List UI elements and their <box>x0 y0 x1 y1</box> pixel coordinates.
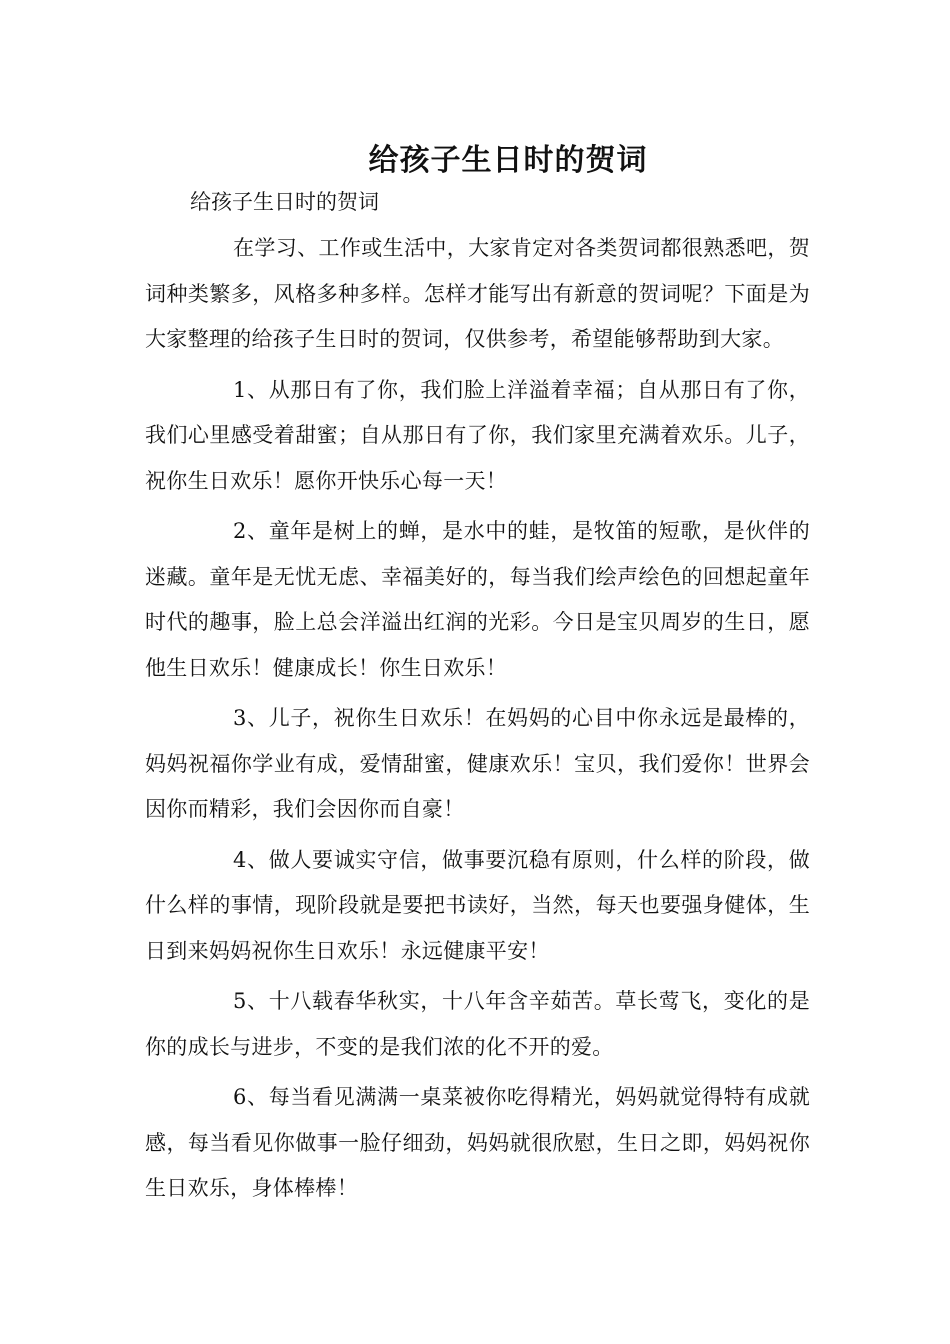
document-body <box>145 226 810 1217</box>
intro-paragraph: 在学习、工作或生活中，大家肯定对各类贺词都很熟悉吧，贺词种类繁多，风格多种多样。怎样才能写出有新意的贺词呢？下面是为大家整理的给孩子生日时的贺词，仅供参考，希望能够帮助到大家。 <box>145 236 810 351</box>
wish-paragraph-4: 4、做人要诚实守信，做事要沉稳有原则，什么样的阶段，做什么样的事情，现阶段就是要把书读好，当然，每天也要强身健体，生日到来妈妈祝你生日欢乐！永远健康平安！ <box>145 847 810 963</box>
wish-paragraph-2: 2、童年是树上的蝉，是水中的蛙，是牧笛的短歌，是伙伴的迷藏。童年是无忧无虑、幸福美好的，每当我们绘声绘色的回想起童年时代的趣事，脸上总会洋溢出红润的光彩。今日是宝贝周岁的生日，愿他生日欢乐！健康成长！你生日欢乐！ <box>145 519 810 680</box>
wish-paragraph-6: 6、每当看见满满一桌菜被你吃得精光，妈妈就觉得特有成就感，每当看见你做事一脸仔细劲，妈妈就很欣慰，生日之即，妈妈祝你生日欢乐，身体棒棒！ <box>145 1085 810 1200</box>
wish-paragraph-5: 5、十八载春华秋实，十八年含辛茹苦。草长莺飞，变化的是你的成长与进步，不变的是我们浓的化不开的爱。 <box>145 989 810 1059</box>
wish-paragraph-3: 3、儿子，祝你生日欢乐！在妈妈的心目中你永远是最棒的，妈妈祝福你学业有成，爱情甜蜜，健康欢乐！宝贝，我们爱你！世界会因你而精彩，我们会因你而自豪！ <box>145 706 810 821</box>
wish-paragraph-1: 1、从那日有了你，我们脸上洋溢着幸福；自从那日有了你，我们心里感受着甜蜜；自从那日有了你，我们家里充满着欢乐。儿子，祝你生日欢乐！愿你开快乐心每一天！ <box>145 377 810 493</box>
document-subtitle: 给孩子生日时的贺词 <box>190 190 379 214</box>
page-title: 给孩子生日时的贺词 <box>368 143 648 179</box>
